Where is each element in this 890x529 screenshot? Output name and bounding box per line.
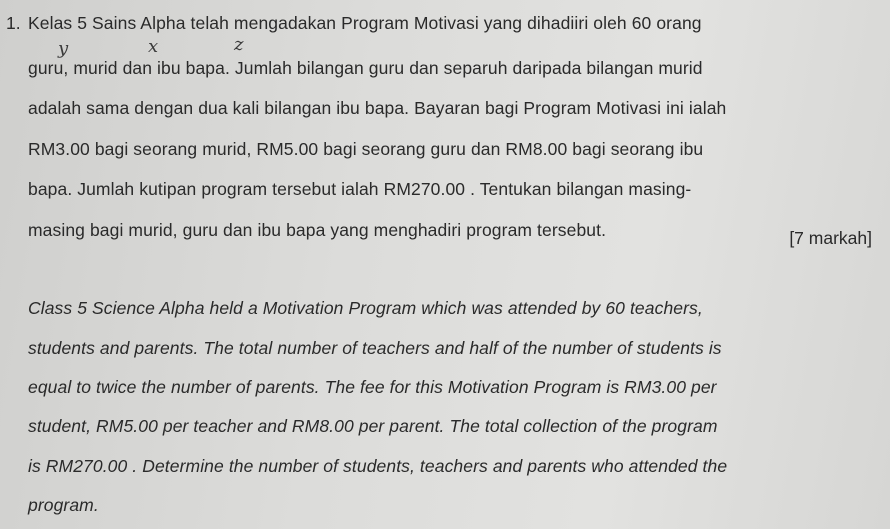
malay-line: Kelas 5 Sains Alpha telah mengadakan Program Motivasi yang dihadiiri oleh 60 orang [28,13,702,33]
malay-line: guru, murid dan ibu bapa. Jumlah bilangan guru dan separuh daripada bilangan murid [28,58,703,78]
malay-line: masing bagi murid, guru dan ibu bapa yang menghadiri program tersebut. [28,220,607,240]
malay-line: RM3.00 bagi seorang murid, RM5.00 bagi seorang guru dan RM8.00 bagi seorang ibu [28,139,704,159]
english-line: Class 5 Science Alpha held a Motivation Program which was attended by 60 teachers, [28,298,703,318]
malay-line: adalah sama dengan dua kali bilangan ibu bapa. Bayaran bagi Program Motivasi ini ialah [28,98,727,118]
handwritten-note: y [58,38,69,59]
english-line: is RM270.00 . Determine the number of students, teachers and parents who attended the [28,456,728,476]
marks-label: [7 markah] [789,228,872,248]
handwritten-note: x [148,36,159,57]
english-line: student, RM5.00 per teacher and RM8.00 per parent. The total collection of the program [28,416,718,436]
english-line: students and parents. The total number of teachers and half of the number of students is [28,338,722,358]
malay-line: bapa. Jumlah kutipan program tersebut ialah RM270.00 . Tentukan bilangan masing- [28,179,692,199]
english-line: equal to twice the number of parents. The fee for this Motivation Program is RM3.00 per [28,377,717,397]
english-line: program. [28,495,99,515]
question-number: 1. [6,13,21,33]
handwritten-note: z [234,34,244,55]
